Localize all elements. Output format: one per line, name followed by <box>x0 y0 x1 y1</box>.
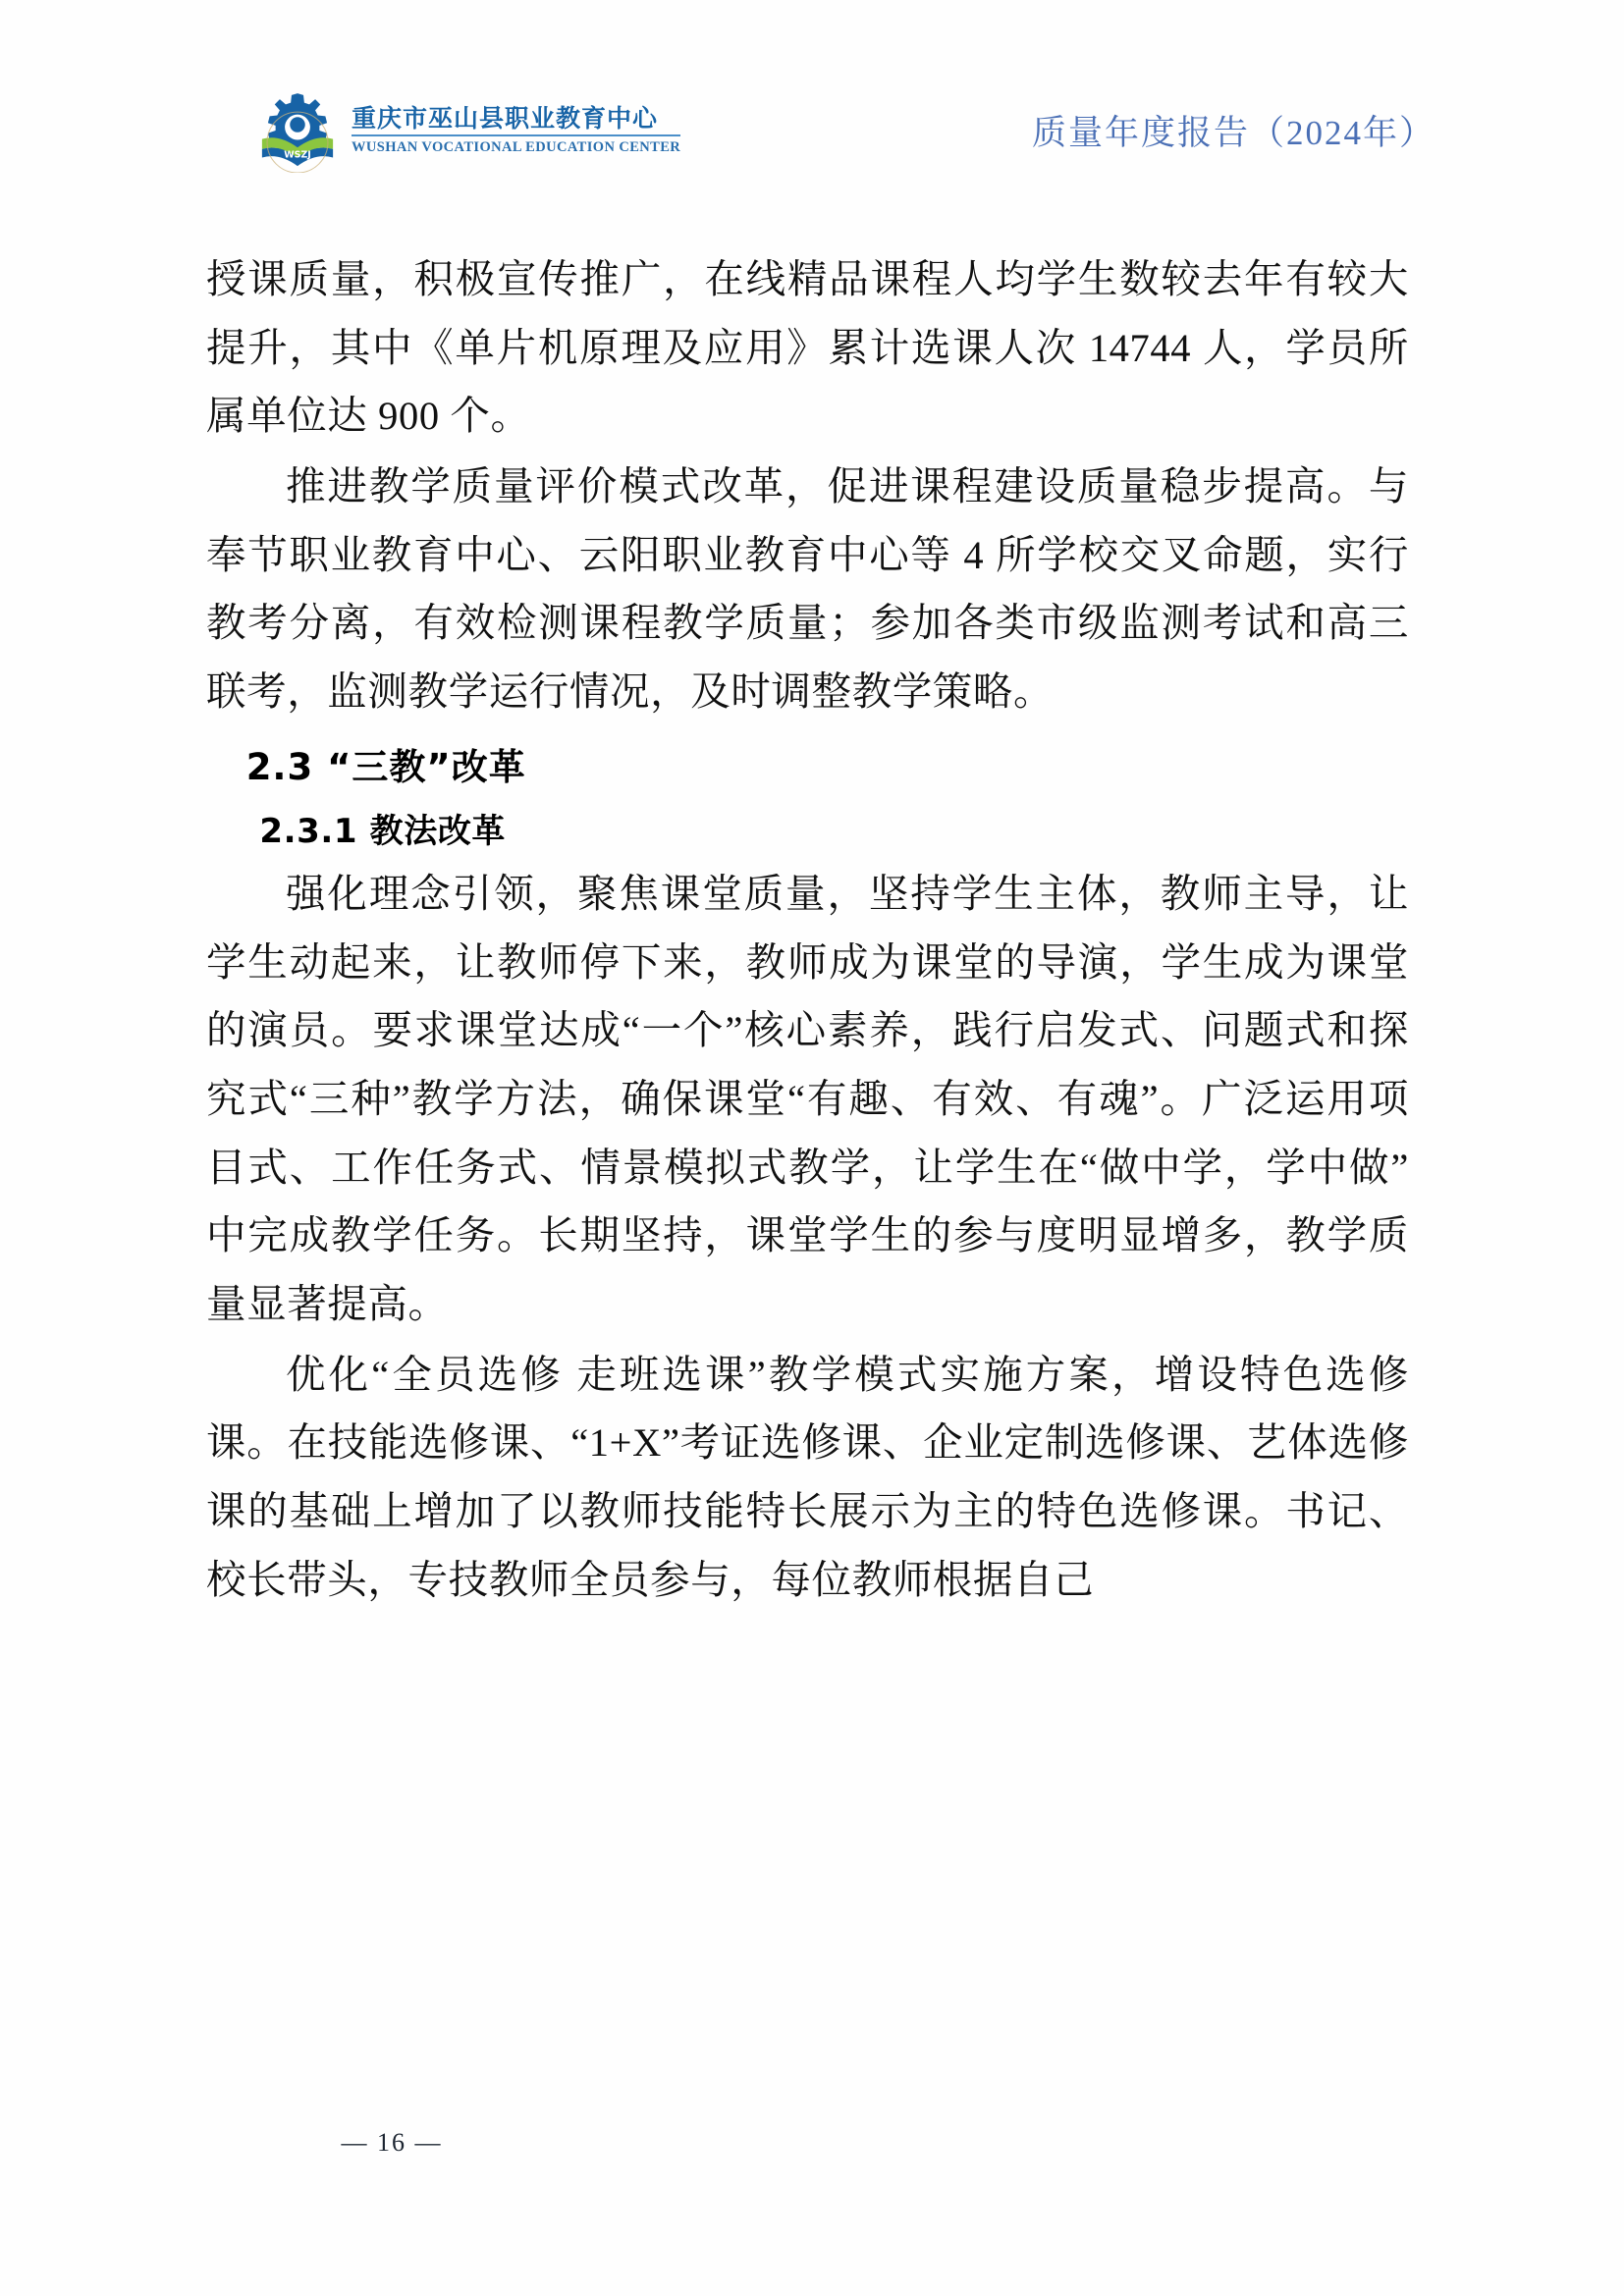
paragraph-online-course: 授课质量，积极宣传推广，在线精品课程人均学生数较去年有较大提升，其中《单片机原理及应用》累计选课人次 14744 人，学员所属单位达 900 个。 <box>206 257 1409 439</box>
school-name-cn: 重庆市巫山县职业教育中心 <box>352 106 680 136</box>
gear-book-emblem-icon <box>255 88 340 173</box>
page-number: — 16 — <box>341 2128 443 2157</box>
page-header <box>177 77 1447 185</box>
school-logo-text <box>352 106 680 155</box>
document-content <box>206 245 1409 1616</box>
section-heading-2-3: 2.3 “三教”改革 <box>245 745 526 788</box>
svg-text:WSZJ: WSZJ <box>284 149 311 161</box>
paragraph-teaching-method: 强化理念引领，聚焦课堂质量，坚持学生主体，教师主导，让学生动起来，让教师停下来，教师成为课堂的导演，学生成为课堂的演员。要求课堂达成“一个”核心素养，践行启发式、问题式和探究式“三种”教学方法，确保课堂“有趣、有效、有魂”。广泛运用项目式、工作任务式、情景模拟式教学，让学生在“做中学，学中做”中完成教学任务。长期坚持，课堂学生的参与度明显增多，教学质量显著提高。 <box>206 872 1409 1326</box>
page-footer <box>0 2128 1624 2158</box>
paragraph-elective-reform: 优化“全员选修 走班选课”教学模式实施方案，增设特色选修课。在技能选修课、“1+X”考证选修课、企业定制选修课、艺体选修课的基础上增加了以教师技能特长展示为主的特色选修课。书记、校长带头，专技教师全员参与，每位教师根据自己 <box>206 1352 1409 1602</box>
report-header-title: 质量年度报告（2024年） <box>1031 114 1435 152</box>
school-logo <box>255 88 680 173</box>
section-heading-2-3-1: 2.3.1 教法改革 <box>259 811 507 851</box>
school-name-en: WUSHAN VOCATIONAL EDUCATION CENTER <box>352 139 681 156</box>
paragraph-evaluation-reform: 推进教学质量评价模式改革，促进课程建设质量稳步提高。与奉节职业教育中心、云阳职业教育中心等 4 所学校交叉命题，实行教考分离，有效检测课程教学质量；参加各类市级监测考试和高三联考，监测教学运行情况，及时调整教学策略。 <box>206 463 1409 714</box>
